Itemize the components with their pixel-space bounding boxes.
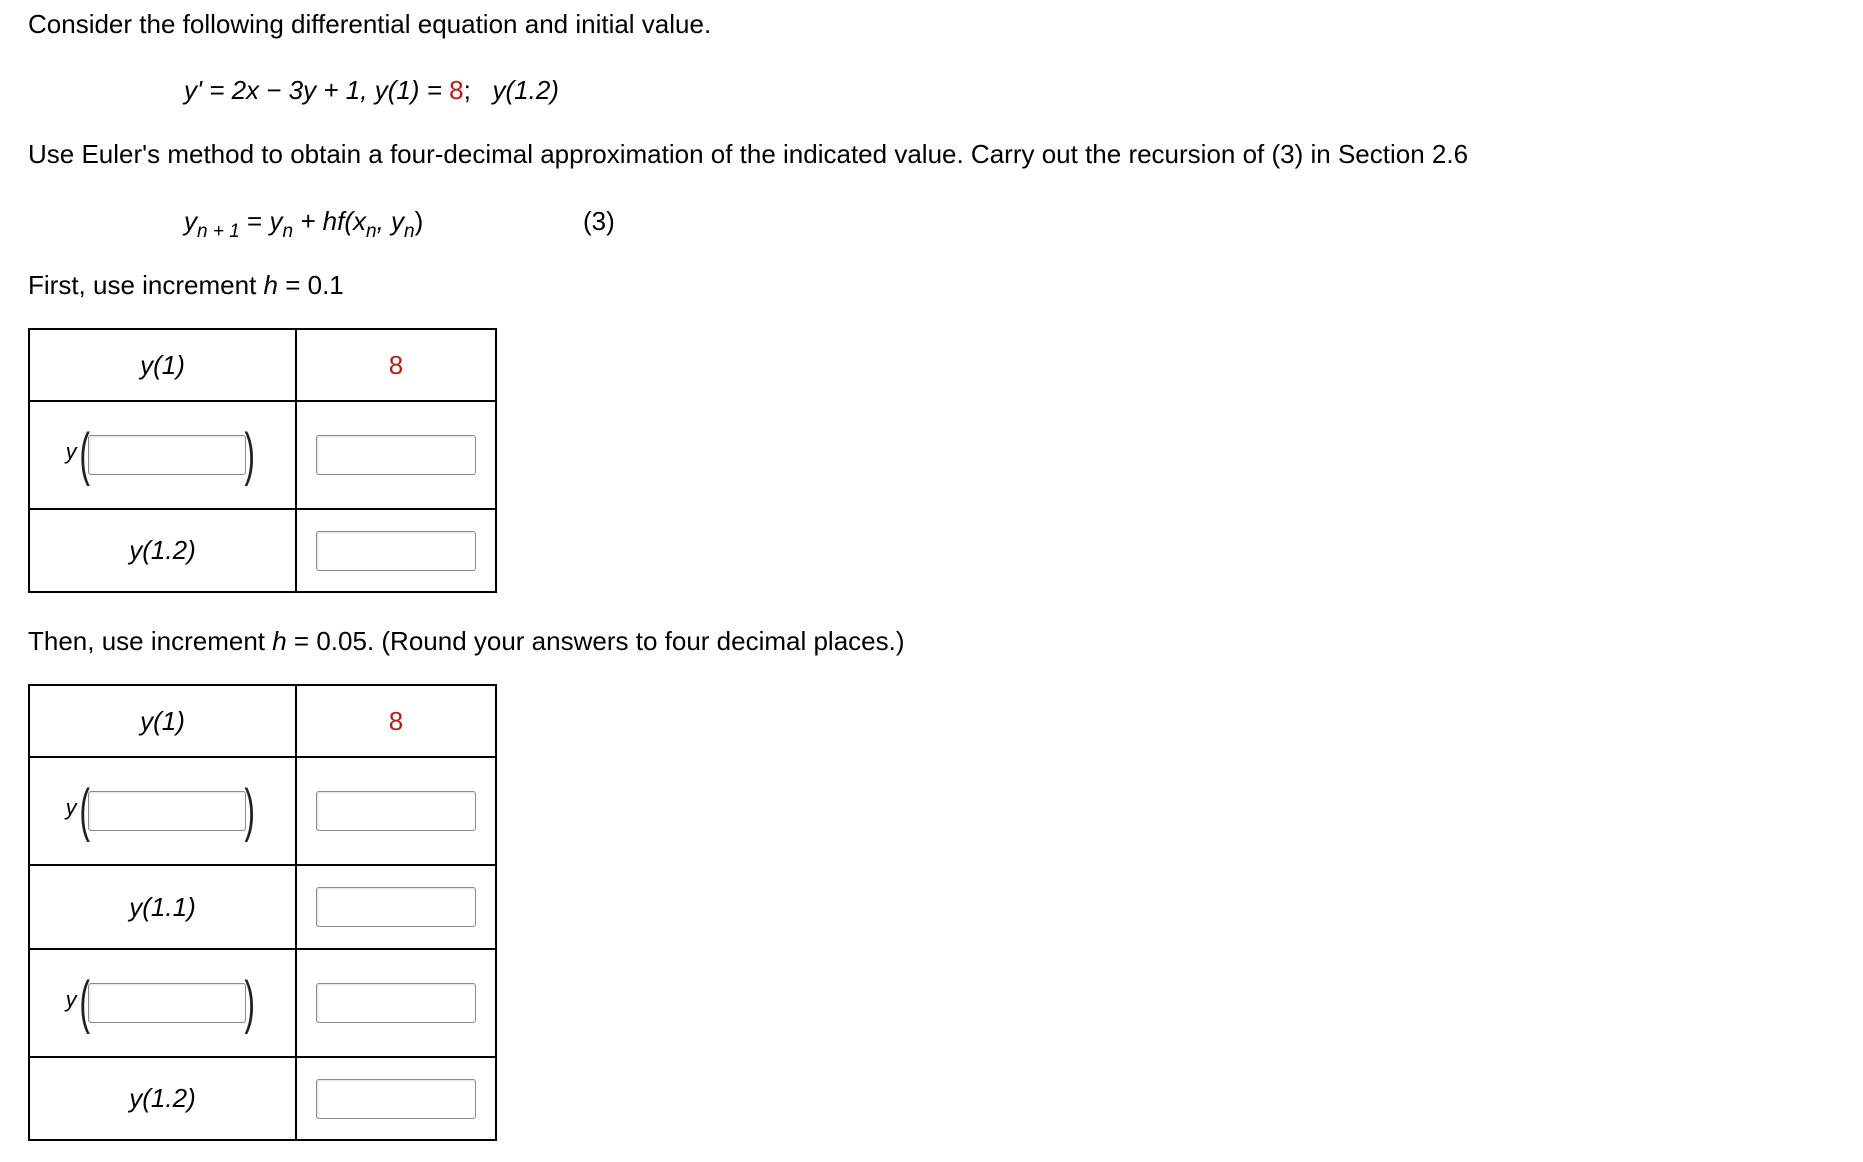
initial-condition: y(1) = bbox=[374, 75, 450, 105]
recursion-eq: = bbox=[239, 206, 270, 236]
differential-equation bbox=[184, 77, 559, 103]
right-paren: ) bbox=[244, 778, 255, 843]
y-value-input[interactable] bbox=[316, 983, 476, 1023]
given-value: 8 bbox=[388, 705, 404, 736]
y-symbol: y bbox=[65, 987, 77, 1012]
y-argument-group bbox=[30, 422, 295, 487]
left-paren: ( bbox=[79, 422, 90, 487]
part2-table bbox=[28, 684, 497, 1141]
row-label-cell bbox=[29, 509, 296, 592]
y-value-input[interactable] bbox=[316, 531, 476, 571]
part1-h: h bbox=[263, 270, 278, 300]
x-value-input[interactable] bbox=[88, 791, 246, 831]
table-row bbox=[29, 509, 496, 592]
row-label: y(1.2) bbox=[129, 1083, 196, 1113]
recursion-y2: y bbox=[269, 206, 283, 236]
part2-heading bbox=[28, 628, 905, 654]
row-value-cell bbox=[296, 1057, 496, 1140]
part1-prefix: First, use increment bbox=[28, 270, 264, 300]
row-label-cell bbox=[29, 949, 296, 1057]
row-label: y(1) bbox=[140, 349, 185, 380]
row-label-cell bbox=[29, 757, 296, 865]
part1-heading bbox=[28, 272, 344, 298]
table-row bbox=[29, 685, 496, 757]
y-value-input[interactable] bbox=[316, 1079, 476, 1119]
row-value-cell bbox=[296, 949, 496, 1057]
row-value-cell bbox=[296, 329, 496, 401]
left-paren: ( bbox=[79, 778, 90, 843]
y-symbol: y bbox=[65, 795, 77, 820]
intro-text: Consider the following differential equation and initial value. bbox=[28, 9, 712, 39]
y-argument-group bbox=[30, 778, 295, 843]
recursion-hf: + hf(x bbox=[293, 206, 366, 236]
given-value: 8 bbox=[388, 349, 404, 380]
table-row bbox=[29, 757, 496, 865]
equation-number: (3) bbox=[583, 206, 615, 236]
initial-value: 8 bbox=[449, 75, 464, 105]
recursion-sub-n1: n + 1 bbox=[197, 221, 240, 242]
y-value-input[interactable] bbox=[316, 887, 476, 927]
right-paren: ) bbox=[244, 422, 255, 487]
left-paren: ( bbox=[79, 970, 90, 1035]
row-label-cell bbox=[29, 329, 296, 401]
row-label-cell bbox=[29, 401, 296, 509]
recursion-comma: , y bbox=[376, 206, 405, 236]
recursion-sub-yn: n bbox=[404, 221, 415, 242]
row-label: y(1.1) bbox=[129, 891, 196, 922]
part2-suffix: = 0.05. (Round your answers to four decimal places.) bbox=[286, 626, 905, 656]
y-symbol: y bbox=[65, 439, 77, 464]
table-row bbox=[29, 949, 496, 1057]
row-label-cell bbox=[29, 865, 296, 949]
y-argument-group bbox=[30, 970, 295, 1035]
recursion-sub-xn: n bbox=[366, 221, 377, 242]
row-value-cell bbox=[296, 865, 496, 949]
part2-h: h bbox=[272, 626, 287, 656]
equation-separator: ; bbox=[463, 75, 471, 105]
equation-lhs: y' = 2x − 3y + 1, bbox=[184, 75, 375, 105]
table-row bbox=[29, 865, 496, 949]
row-value-cell bbox=[296, 401, 496, 509]
x-value-input[interactable] bbox=[88, 435, 246, 475]
row-label-cell bbox=[29, 1057, 296, 1140]
instruction-text: Use Euler's method to obtain a four-decimal approximation of the indicated value. Carry out the recursion of (3) in Section 2.6 bbox=[28, 139, 1469, 169]
row-label: y(1) bbox=[140, 705, 185, 736]
table-row bbox=[29, 1057, 496, 1140]
table-row bbox=[29, 329, 496, 401]
x-value-input[interactable] bbox=[88, 983, 246, 1023]
recursion-sub-n: n bbox=[282, 221, 294, 242]
part2-prefix: Then, use increment bbox=[28, 626, 273, 656]
row-label: y(1.2) bbox=[129, 535, 196, 565]
part1-table bbox=[28, 328, 497, 593]
row-value-cell bbox=[296, 757, 496, 865]
table-row bbox=[29, 401, 496, 509]
recursion-close: ) bbox=[414, 206, 424, 236]
y-value-input[interactable] bbox=[316, 791, 476, 831]
row-value-cell bbox=[296, 685, 496, 757]
part1-suffix: = 0.1 bbox=[277, 270, 344, 300]
target-value: y(1.2) bbox=[492, 75, 559, 105]
row-value-cell bbox=[296, 509, 496, 592]
euler-recursion-formula bbox=[184, 206, 424, 242]
row-label-cell bbox=[29, 685, 296, 757]
recursion-y: y bbox=[184, 206, 197, 236]
right-paren: ) bbox=[244, 970, 255, 1035]
y-value-input[interactable] bbox=[316, 435, 476, 475]
